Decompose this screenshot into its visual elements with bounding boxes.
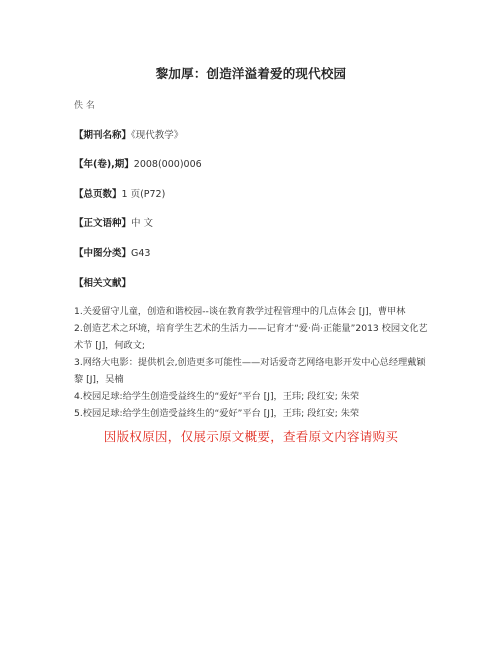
reference-item[interactable]: 2.创造艺术之环境，培育学生艺术的生活力——记育才“爱·尚·正能量”2013 校园文化艺术节 [J]，何政文;: [74, 323, 428, 351]
field-label: 【总页数】: [74, 189, 122, 200]
document-title: 黎加厚：创造洋溢着爱的现代校园: [155, 66, 347, 81]
field-label: 【年(卷),期】: [74, 159, 134, 170]
field-value: 《现代教学》: [131, 130, 184, 141]
reference-item[interactable]: 4.校园足球:给学生创造受益终生的“爱好”平台 [J]，王玮; 段红安; 朱荣: [74, 391, 360, 402]
references-list: [74, 303, 434, 422]
author-name: 佚 名: [74, 101, 95, 111]
copyright-notice: 因版权原因，仅展示原文概要，查看原文内容请购买: [103, 429, 399, 444]
field-value: 1 页(P72): [121, 189, 166, 200]
reference-item[interactable]: 5.校园足球:给学生创造受益终生的“爱好”平台 [J]，王玮; 段红安; 朱荣: [74, 408, 360, 419]
field-label: 【期刊名称】: [74, 130, 132, 141]
field-value: 2008(000)006: [133, 159, 202, 170]
field-journal-name: [74, 127, 183, 141]
field-label: 【正文语种】: [74, 218, 132, 229]
field-classification: [74, 245, 150, 259]
field-value: 中 文: [131, 218, 154, 229]
field-total-pages: [74, 186, 165, 200]
references-heading: 【相关文献】: [74, 278, 132, 289]
field-year-volume-issue: [74, 156, 202, 170]
field-value: G43: [131, 248, 151, 259]
reference-item[interactable]: 3.网络大电影：提供机会,创造更多可能性——对话爱奇艺网络电影开发中心总经理戴颖黎 [J]，吴楠: [74, 357, 426, 385]
field-language: [74, 215, 153, 229]
reference-item[interactable]: 1.关爱留守儿童，创造和谐校园--谈在教育教学过程管理中的几点体会 [J]，曹甲林: [74, 306, 406, 317]
field-label: 【中图分类】: [74, 248, 132, 259]
